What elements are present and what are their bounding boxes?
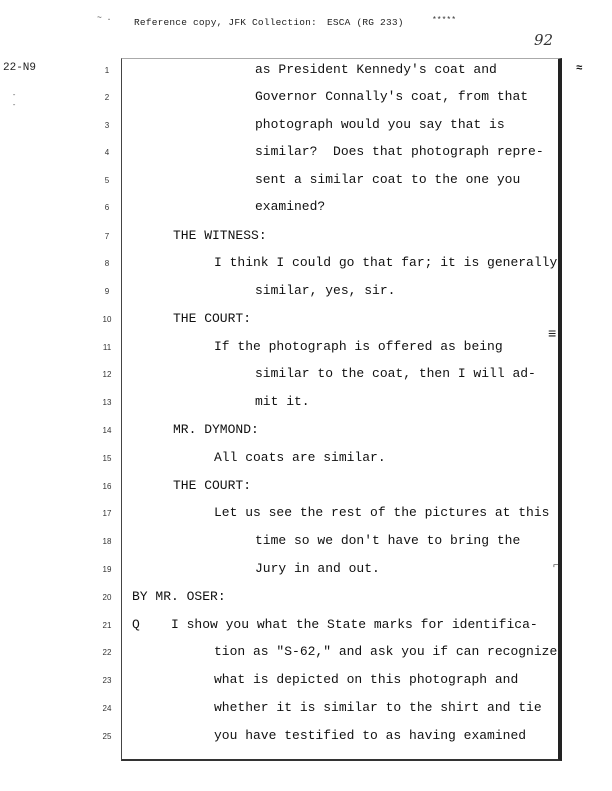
line-number: 18 bbox=[102, 537, 112, 546]
line-number: 3 bbox=[104, 121, 110, 130]
margin-scribble-mark: ≈ bbox=[576, 63, 583, 75]
line-number: 24 bbox=[102, 704, 112, 713]
transcript-line: examined? bbox=[255, 199, 326, 214]
margin-tick-mark: - bbox=[12, 102, 17, 110]
line-number: 19 bbox=[102, 565, 112, 574]
margin-code: 22-N9 bbox=[3, 62, 37, 74]
transcript-line: All coats are similar. bbox=[214, 450, 386, 465]
speaker-label: THE COURT: bbox=[173, 478, 252, 493]
margin-scribble-mark: ≡ bbox=[548, 327, 557, 343]
margin-tick-mark: - bbox=[12, 92, 17, 100]
margin-scribble-mark: ⌐ bbox=[553, 561, 560, 572]
line-number: 1 bbox=[104, 66, 110, 75]
line-number: 10 bbox=[102, 315, 112, 324]
transcript-line: sent a similar coat to the one you bbox=[255, 172, 521, 187]
transcript-line: time so we don't have to bring the bbox=[255, 533, 521, 548]
transcript-line: similar? Does that photograph repre- bbox=[255, 144, 544, 159]
transcript-line: similar to the coat, then I will ad- bbox=[255, 366, 536, 381]
transcript-line: If the photograph is offered as being bbox=[214, 339, 503, 354]
line-number: 21 bbox=[102, 621, 112, 630]
line-number: 8 bbox=[104, 259, 110, 268]
speaker-label: BY MR. OSER: bbox=[132, 589, 226, 604]
header-collection: ESCA (RG 233) bbox=[326, 17, 404, 28]
transcript-line: mit it. bbox=[255, 394, 310, 409]
transcript-line: as President Kennedy's coat and bbox=[255, 62, 497, 77]
line-number: 20 bbox=[102, 593, 112, 602]
corner-mark: ~ . bbox=[97, 14, 112, 23]
speaker-label: THE WITNESS: bbox=[173, 228, 267, 243]
line-number: 12 bbox=[102, 370, 112, 379]
line-number: 25 bbox=[102, 732, 112, 741]
transcript-line: similar, yes, sir. bbox=[255, 283, 396, 298]
transcript-line: I think I could go that far; it is generally bbox=[214, 255, 558, 270]
line-number: 6 bbox=[104, 203, 110, 212]
transcript-line: what is depicted on this photograph and bbox=[214, 672, 519, 687]
line-number: 23 bbox=[102, 676, 112, 685]
transcript-line: tion as "S-62," and ask you if can recognize bbox=[214, 644, 558, 659]
line-number: 15 bbox=[102, 454, 112, 463]
page-number: 92 bbox=[534, 31, 554, 49]
line-number: 9 bbox=[104, 287, 110, 296]
transcript-line: Let us see the rest of the pictures at this bbox=[214, 505, 550, 520]
line-number: 16 bbox=[102, 482, 112, 491]
line-number: 11 bbox=[102, 343, 112, 352]
line-number: 4 bbox=[104, 148, 110, 157]
transcript-line: you have testified to as having examined bbox=[214, 728, 527, 743]
page-header bbox=[134, 17, 404, 28]
transcript-line: photograph would you say that is bbox=[255, 117, 505, 132]
transcript-line: whether it is similar to the shirt and tie bbox=[214, 700, 542, 715]
line-number: 14 bbox=[102, 426, 112, 435]
line-number: 7 bbox=[104, 232, 110, 241]
header-stamp-mark: ***** bbox=[432, 16, 457, 25]
transcript-line: Governor Connally's coat, from that bbox=[255, 89, 529, 104]
line-number: 22 bbox=[102, 648, 112, 657]
line-number: 5 bbox=[104, 176, 110, 185]
speaker-label: THE COURT: bbox=[173, 311, 252, 326]
line-number: 13 bbox=[102, 398, 112, 407]
line-number: 2 bbox=[104, 93, 110, 102]
line-number: 17 bbox=[102, 509, 112, 518]
transcript-line: Q I show you what the State marks for identifica- bbox=[132, 617, 538, 632]
speaker-label: MR. DYMOND: bbox=[173, 422, 259, 437]
header-reference: Reference copy, JFK Collection: bbox=[134, 17, 317, 28]
transcript-line: Jury in and out. bbox=[255, 561, 380, 576]
